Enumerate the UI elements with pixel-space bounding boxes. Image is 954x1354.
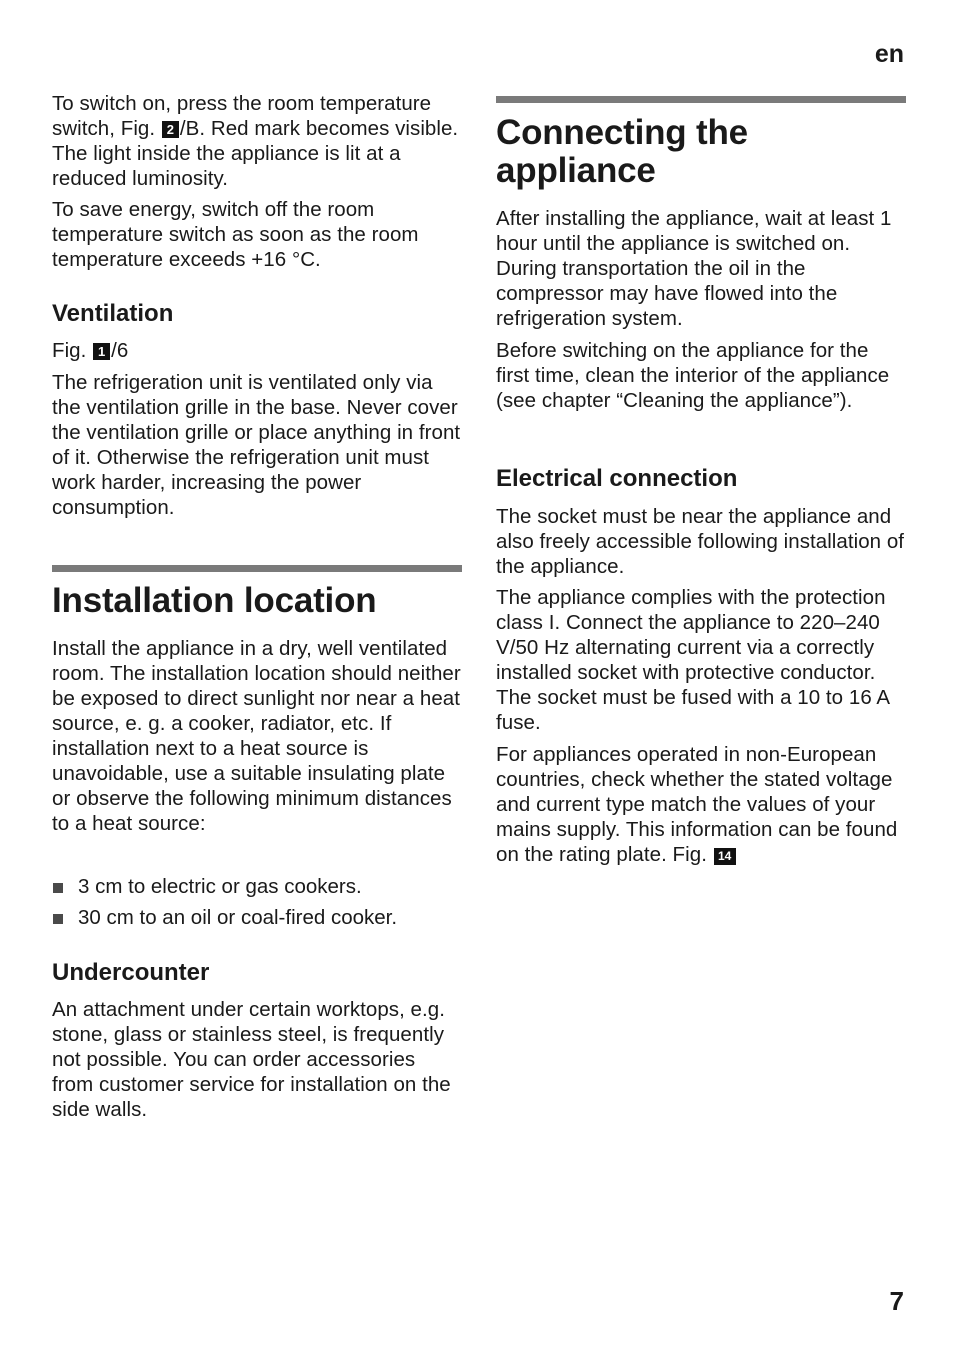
intro-text-b: /B. Red mark becomes visible. The light inside the appliance is lit at a reduced luminosity.	[52, 117, 459, 190]
page-number: 7	[889, 1286, 904, 1316]
intro-text-a: To switch on, press the room temperature switch, Fig.	[52, 92, 432, 140]
bullet-square-icon	[53, 883, 63, 893]
connecting-paragraph-2: Before switching on the appliance for the first time, clean the interior of the appliance (see chapter “Cleaning the appliance”).	[496, 339, 890, 412]
figure-1-badge: 1	[93, 343, 110, 360]
section-divider-installation	[52, 565, 462, 572]
intro-paragraph-2: To save energy, switch off the room temperature switch as soon as the room temperature exceeds +16 °C.	[52, 198, 419, 271]
language-label: en	[874, 40, 904, 68]
figure-2-badge: 2	[162, 121, 179, 138]
electrical-paragraph-1: The socket must be near the appliance and also freely accessible following installation of the appliance.	[496, 505, 905, 578]
electrical-p3-text: For appliances operated in non-European countries, check whether the stated voltage and current type match the values of your mains supply. This information can be found on the rating plate. Fig.	[496, 743, 898, 866]
bullet-square-icon	[53, 914, 63, 924]
ventilation-figure-ref	[52, 338, 462, 363]
fig-text: Fig.	[52, 339, 93, 362]
installation-paragraph: Install the appliance in a dry, well ventilated room. The installation location should neither be exposed to direct sunlight nor near a heat source, e. g. a cooker, radiator, etc. If installation next to a heat source is unavoidable, use a suitable insulating plate or observe the following minimum distances to a heat source:	[52, 637, 461, 835]
intro-paragraph-1	[52, 91, 462, 191]
ventilation-paragraph: The refrigeration unit is ventilated only via the ventilation grille in the base. Never cover the ventilation grille or place anything in front of it. Otherwise the refrigeration unit must work harder, increasing the power consumption.	[52, 371, 461, 519]
undercounter-paragraph: An attachment under certain worktops, e.g. stone, glass or stainless steel, is frequently not possible. You can order accessories from customer service for installation on the side walls.	[52, 998, 451, 1121]
fig-suffix: /6	[111, 339, 129, 362]
list-item-text: 30 cm to an oil or coal-fired cooker.	[78, 906, 398, 929]
electrical-paragraph-2: The appliance complies with the protection class I. Connect the appliance to 220–240 V/50 Hz alternating current via a correctly installed socket with protective conductor. The socket must be fused with a 10 to 16 A fuse.	[496, 586, 889, 734]
installation-location-heading: Installation location	[52, 581, 377, 620]
ventilation-heading: Ventilation	[52, 300, 174, 327]
figure-14-badge: 14	[714, 848, 736, 865]
section-divider-connecting	[496, 96, 906, 103]
undercounter-heading: Undercounter	[52, 959, 210, 986]
connecting-appliance-heading: Connecting the appliance	[496, 113, 748, 190]
electrical-paragraph-3	[496, 742, 906, 867]
connecting-paragraph-1: After installing the appliance, wait at least 1 hour until the appliance is switched on. During transportation the oil in the compressor may have flowed into the refrigeration system.	[496, 207, 892, 330]
list-item-text: 3 cm to electric or gas cookers.	[78, 875, 362, 898]
electrical-connection-heading: Electrical connection	[496, 465, 738, 492]
